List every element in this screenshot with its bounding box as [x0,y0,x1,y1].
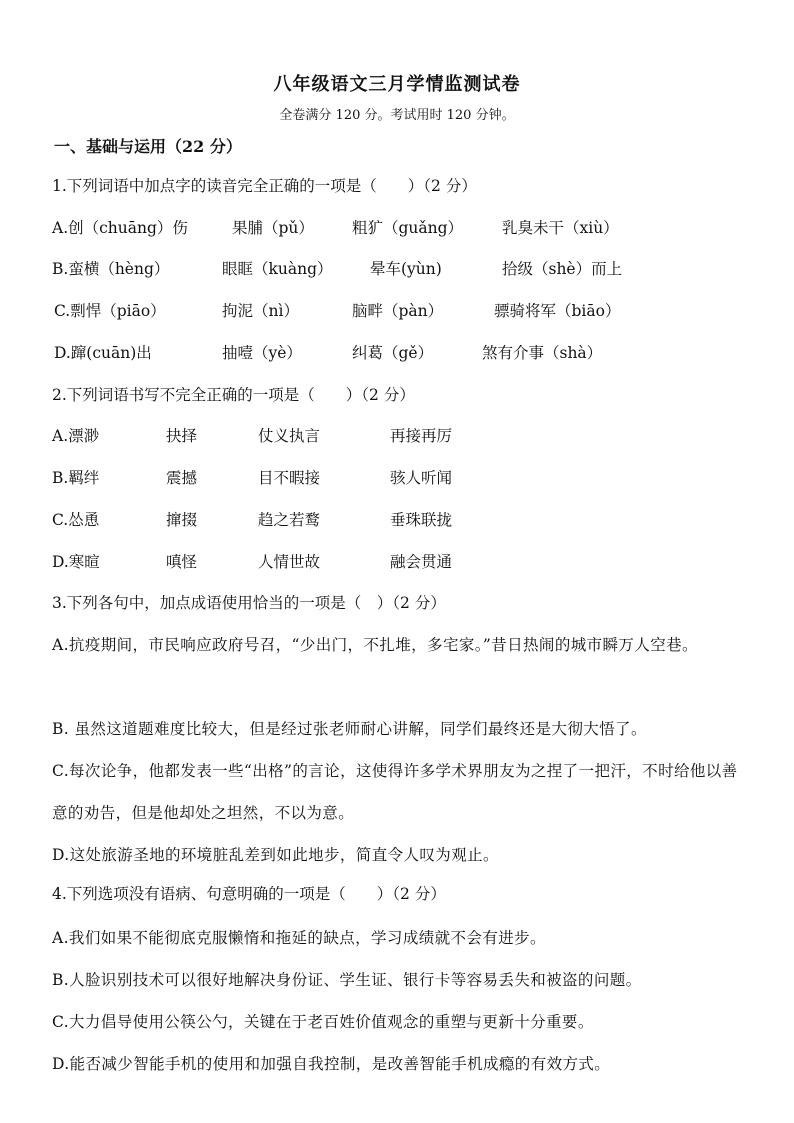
option-term: A.创（chuāng）伤 [52,219,188,237]
question-3-stem: 3.下列各句中，加点成语使用恰当的一项是（ ）（2 分） [52,594,446,612]
option-term: 人情世故 [258,553,321,571]
section-heading: 一、基础与运用（22 分） [54,137,242,156]
question-4-option-a: A.我们如果不能彻底克服懒惰和拖延的缺点，学习成绩就不会有进步。 [52,929,546,947]
question-3-option-d: D.这处旅游圣地的环境脏乱差到如此地步，简直令人叹为观止。 [52,846,499,864]
option-term: B.蛮横（hèng） [52,260,170,278]
option-term: 撺掇 [166,511,198,529]
option-term: 骇人听闻 [390,469,453,487]
option-term: 再接再厉 [390,427,453,445]
option-term: 拘泥（nì） [222,302,299,320]
question-1-option-c [52,301,752,323]
option-term: 垂珠联拢 [390,511,453,529]
option-term: D.蹿(cuān)出 [54,344,152,362]
option-term: D.寒暄 [52,553,100,571]
question-2-option-d [52,552,752,574]
question-4-option-c: C.大力倡导使用公筷公勺，关键在于老百姓价值观念的重塑与更新十分重要。 [52,1013,594,1031]
question-1-stem: 1.下列词语中加点字的读音完全正确的一项是（ ）（2 分） [52,177,477,195]
question-1-option-d [52,343,752,365]
option-term: 震撼 [166,469,198,487]
option-term: 纠葛（gě） [352,344,434,362]
question-3-option-b: B. 虽然这道题难度比较大，但是经过张老师耐心讲解，同学们最终还是大彻大悟了。 [52,720,647,738]
option-term: 脑畔（pàn） [352,302,444,320]
option-term: 拾级（shè）而上 [502,260,623,278]
option-term: 骠骑将军（biāo） [494,302,621,320]
exam-subtitle: 全卷满分 120 分。考试用时 120 分钟。 [279,108,515,123]
question-3-option-a: A.抗疫期间，市民响应政府号召，“少出门，不扎堆，多宅家。”昔日热闹的城市瞬万人空巷。 [52,636,698,654]
option-term: 目不暇接 [258,469,321,487]
option-term: 乳臭未干（xiù） [502,219,619,237]
question-2-stem: 2.下列词语书写不完全正确的一项是（ ）（2 分） [52,386,415,404]
option-term: 融会贯通 [390,553,453,571]
option-term: 果脯（pǔ） [232,219,314,237]
option-term: B.羁绊 [52,469,100,487]
option-term: 抽噎（yè） [222,344,302,362]
option-term: 趋之若鹜 [258,511,321,529]
question-2-option-a [52,426,752,448]
option-term: 煞有介事（shà） [482,344,603,362]
option-term: 粗犷（guǎng） [352,219,464,237]
option-term: 眼眶（kuàng） [222,260,333,278]
question-2-option-b [52,468,752,490]
option-term: 晕车(yùn) [370,260,442,278]
question-4-stem: 4.下列选项没有语病、句意明确的一项是（ ）（2 分） [52,885,446,903]
question-2-option-c [52,510,752,532]
question-4-option-d: D.能否减少智能手机的使用和加强自我控制，是改善智能手机成瘾的有效方式。 [52,1055,611,1073]
option-term: 仗义执言 [258,427,321,445]
option-term: A.漂渺 [52,427,100,445]
question-1-option-b [52,259,752,281]
question-1-option-a [52,218,752,240]
question-4-option-b: B.人脸识别技术可以很好地解决身份证、学生证、银行卡等容易丢失和被盗的问题。 [52,971,642,989]
option-term: C.剽悍（piāo） [54,302,166,320]
option-term: 嗔怪 [166,553,198,571]
question-3-option-c: C.每次论争，他都发表一些“出格”的言论，这使得许多学术界朋友为之捏了一把汗，不时给他以善意的劝告，但是他却处之坦然，不以为意。 [52,762,738,822]
option-term: C.怂恿 [52,511,100,529]
exam-title: 八年级语文三月学情监测试卷 [273,74,521,95]
option-term: 抉择 [166,427,198,445]
